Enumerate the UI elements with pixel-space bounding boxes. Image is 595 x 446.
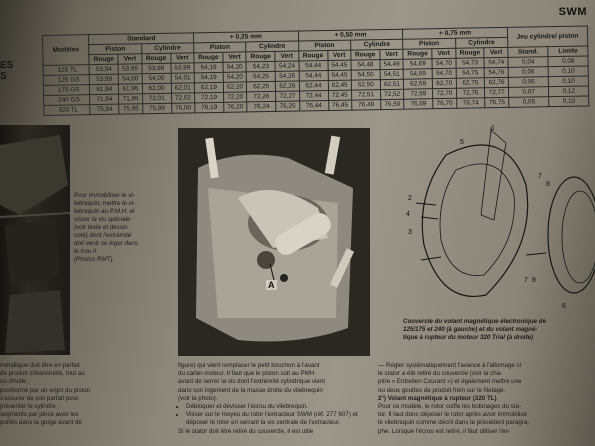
rv-header: Rouge <box>351 50 380 61</box>
instruction-list <box>178 403 370 428</box>
left-section-title: ES S <box>0 60 14 82</box>
value-cell: 72,27 <box>276 91 300 101</box>
rv-header: Rouge <box>194 52 223 63</box>
value-cell: 76,74 <box>456 98 485 109</box>
value-cell: 0,10 <box>549 96 589 107</box>
value-cell: 0,08 <box>548 56 588 67</box>
sub-header: Cylindre <box>246 41 298 52</box>
value-cell: 76,70 <box>433 98 457 108</box>
value-cell: 76,69 <box>404 99 433 110</box>
group-025: + 0,25 mm <box>193 31 298 43</box>
value-cell: 54,00 <box>118 74 142 84</box>
value-cell: 62,44 <box>299 81 328 92</box>
value-cell: 54,73 <box>456 58 485 69</box>
value-cell: 72,51 <box>351 90 380 101</box>
rv-header: Vert <box>118 54 142 64</box>
value-cell: 62,19 <box>194 82 223 93</box>
value-cell: 0,07 <box>508 87 549 98</box>
diagram-label-8b: 8 <box>532 277 536 284</box>
value-cell: 54,45 <box>328 70 352 80</box>
model-cell: 175 GS <box>43 85 90 96</box>
value-cell: 62,70 <box>432 78 456 88</box>
value-cell: 75,99 <box>142 103 171 114</box>
section-heading: 2°) Volant magnétique à rupteur (320 TL) <box>378 394 497 402</box>
value-cell: 76,75 <box>485 97 509 107</box>
value-cell: 54,26 <box>275 71 299 81</box>
rv-header: Vert <box>275 51 299 61</box>
sub-header: Piston <box>403 38 455 49</box>
group-jeu: Jeu cylindre/ piston <box>507 26 587 47</box>
value-cell: 54,01 <box>171 73 195 83</box>
model-cell: 125 TL <box>43 65 90 76</box>
diagram-label-8a: 8 <box>546 181 550 188</box>
value-cell: 54,25 <box>246 71 275 82</box>
flywheel-cover-diagram <box>396 125 595 315</box>
value-cell: 53,94 <box>89 64 118 75</box>
value-cell: 76,25 <box>276 101 300 111</box>
text-column-2: figure) qui vient remplacer le petit bouchon à l'avant du carter-moteur. Il faut que le piston soit au PMH avant de serrer la vis dont l'extrémité cylindrique vient dans son logement de la masse droite du vilebrequin (voir la photo). • Débloquer et dévisser l'écrou du vilebrequin. • Visser sur le moyeu du rotor l'extracteur SWM (réf. 277 607) et déposer le rotor en serrant la vis centrale de l'extracteur. Si le stator doit être retiré du couvercle, il est utile <box>178 362 370 436</box>
value-cell: 54,51 <box>380 69 404 79</box>
value-cell: 54,45 <box>328 60 352 70</box>
value-cell: 72,76 <box>456 88 485 99</box>
value-cell: 62,20 <box>223 82 247 92</box>
rv-header: Vert <box>223 52 247 62</box>
value-cell: 0,10 <box>549 76 589 87</box>
value-cell: 72,70 <box>433 88 457 98</box>
value-cell: 53,99 <box>90 74 119 85</box>
group-075: + 0,75 mm <box>403 27 508 39</box>
diagram-label-5: 5 <box>460 139 464 146</box>
value-cell: 72,69 <box>404 89 433 100</box>
value-cell: 54,20 <box>223 62 247 72</box>
sub-header: Piston <box>194 42 246 53</box>
value-cell: 53,99 <box>171 63 195 73</box>
rv-header: Rouge <box>89 54 118 65</box>
value-cell: 62,50 <box>351 80 380 91</box>
value-cell: 54,00 <box>142 73 171 84</box>
model-cell: 240 GS <box>44 95 91 106</box>
value-cell: 0,12 <box>549 86 589 97</box>
text-column-1: métallique doit être en parfait de produit d'étanchéité, tout au ou d'huile ; positionné par un ergot du piston s'assurer de son parfait posi- présenter le cylindre ; segments par pincé avec les portés dans la gorge avant de <box>0 362 91 427</box>
table-body <box>43 56 589 116</box>
value-cell: 76,45 <box>328 100 352 110</box>
value-cell: 72,02 <box>171 93 195 103</box>
rv-header: Rouge <box>455 48 484 59</box>
value-cell: 61,94 <box>90 84 119 95</box>
value-cell: 0,10 <box>549 66 589 77</box>
diagram-label-4: 4 <box>406 211 410 218</box>
value-cell: 72,26 <box>247 91 276 102</box>
value-cell: 0,06 <box>508 67 549 78</box>
value-cell: 54,69 <box>403 69 432 80</box>
value-cell: 54,24 <box>275 61 299 71</box>
piston-cylinder-table <box>42 25 589 116</box>
model-cell: 125 GS <box>43 75 90 86</box>
value-cell: 62,51 <box>380 79 404 89</box>
value-cell: 62,69 <box>404 79 433 90</box>
value-cell: 0,04 <box>508 57 549 68</box>
value-cell: 62,76 <box>485 77 509 87</box>
crankshaft-photo <box>178 128 370 356</box>
value-cell: 76,00 <box>171 103 195 113</box>
list-item: • Débloquer et dévisser l'écrou du vilebrequin. <box>186 403 370 411</box>
group-standard: Standard <box>89 33 194 45</box>
value-cell: 72,44 <box>299 91 328 102</box>
list-item: • Visser sur le moyeu du rotor l'extracteur SWM (réf. 277 607) et déposer le rotor en serrant la vis centrale de l'extracteur. <box>186 411 370 427</box>
diagram-label-6: 6 <box>562 303 566 310</box>
photo-caption-left: Pour immobiliser le vi- lebrequin, mettre le vi- lebrequin au P.M.H. et visser la vis spéciale (voir texte et dessin coté) dont l'extrémité doit venir se loger dans le trou A (Photos RMT) <box>74 192 138 263</box>
rv-header: Vert <box>170 53 194 63</box>
models-header: Modèles <box>43 35 90 66</box>
rv-header: Vert <box>484 47 508 57</box>
rv-header: Vert <box>432 48 456 58</box>
value-cell: 76,20 <box>224 102 248 112</box>
value-cell: 76,50 <box>381 99 405 109</box>
sub-header: Piston <box>298 40 350 51</box>
value-cell: 72,52 <box>380 89 404 99</box>
value-cell: 62,25 <box>247 81 276 92</box>
brand-header: SWM <box>558 6 587 18</box>
value-cell: 61,95 <box>119 84 143 94</box>
flywheel-cover-drawing <box>396 125 595 315</box>
value-cell: 62,45 <box>328 80 352 90</box>
value-cell: 71,95 <box>119 94 143 104</box>
value-cell: 54,50 <box>351 70 380 81</box>
model-cell: 320 TL <box>44 105 91 116</box>
value-cell: 76,24 <box>247 101 276 112</box>
rv-header: Vert <box>380 49 404 59</box>
value-cell: 62,01 <box>171 83 195 93</box>
sub-header: Cylindre <box>141 43 193 54</box>
value-cell: 54,70 <box>432 68 456 78</box>
value-cell: 54,76 <box>485 67 509 77</box>
value-cell: 54,44 <box>299 71 328 82</box>
value-cell: 54,20 <box>223 72 247 82</box>
jeu-header: Stand. <box>508 47 549 58</box>
value-cell: 76,19 <box>195 102 224 113</box>
value-cell: 54,74 <box>484 57 508 67</box>
value-cell: 54,19 <box>194 72 223 83</box>
diagram-caption: Couvercle du volant magnétique électronique de 125/175 et 240 (à gauche) et du volant magné- tique à rupteur du moteur 320 Trial (à droite) <box>403 318 547 341</box>
value-cell: 0,05 <box>509 97 550 108</box>
engine-photo-left <box>0 125 70 355</box>
diagram-label-7b: 7 <box>524 277 528 284</box>
rv-header: Rouge <box>403 49 432 60</box>
sub-header: Piston <box>89 44 141 55</box>
value-cell: 54,23 <box>246 61 275 72</box>
value-cell: 75,95 <box>119 104 143 114</box>
value-cell: 53,98 <box>142 63 171 74</box>
rv-header: Rouge <box>246 51 275 62</box>
text-column-3: — Régler systématiquement l'avance à l'allumage si le stator a été retiré du couvercle (voir la cha- pitre « Entretien Courant ») et également mettre une ou deux gouttes de produit frein sur le filetage. 2°) Volant magnétique à rupteur (320 TL) Pour ce modèle, le rotor coiffe les bobinages du sta- tor. Il faut donc déposer le rotor après avoir immobilisé le vilebrequin comme décrit dans le précédent paragra- phe. Lorsque l'écrou est retiré, il faut utiliser l'ex- <box>378 362 595 436</box>
value-cell: 54,75 <box>456 68 485 79</box>
group-050: + 0,50 mm <box>298 29 403 41</box>
value-cell: 75,94 <box>90 104 119 115</box>
value-cell: 71,94 <box>90 94 119 105</box>
value-cell: 72,77 <box>485 87 509 97</box>
value-cell: 62,26 <box>276 81 300 91</box>
value-cell: 76,44 <box>299 101 328 112</box>
value-cell: 72,20 <box>223 92 247 102</box>
value-cell: 54,48 <box>351 60 380 71</box>
jeu-header: Limite <box>548 46 588 57</box>
value-cell: 72,45 <box>328 90 352 100</box>
engine-photo-left-graphic <box>0 125 70 355</box>
value-cell: 62,00 <box>142 83 171 94</box>
value-cell: 62,75 <box>456 78 485 89</box>
rv-header: Rouge <box>142 53 171 64</box>
diagram-label-7a: 7 <box>538 173 542 180</box>
value-cell: 54,44 <box>299 61 328 72</box>
value-cell: 0,06 <box>508 77 549 88</box>
value-cell: 72,19 <box>195 92 224 103</box>
diagram-label-1: 1 <box>491 125 495 132</box>
value-cell: 54,49 <box>380 59 404 69</box>
diagram-label-2: 2 <box>408 195 412 202</box>
sub-header: Cylindre <box>455 37 507 48</box>
rv-header: Rouge <box>298 51 327 62</box>
value-cell: 53,95 <box>118 64 142 74</box>
value-cell: 54,70 <box>432 58 456 68</box>
rv-header: Vert <box>327 50 351 60</box>
sub-header: Cylindre <box>351 39 403 50</box>
value-cell: 72,01 <box>142 93 171 104</box>
value-cell: 76,49 <box>352 100 381 111</box>
diagram-label-3: 3 <box>408 229 412 236</box>
value-cell: 54,19 <box>194 62 223 73</box>
value-cell: 54,69 <box>403 59 432 70</box>
photo-label-a: A <box>268 280 275 290</box>
crankshaft-photo-graphic <box>178 128 370 356</box>
